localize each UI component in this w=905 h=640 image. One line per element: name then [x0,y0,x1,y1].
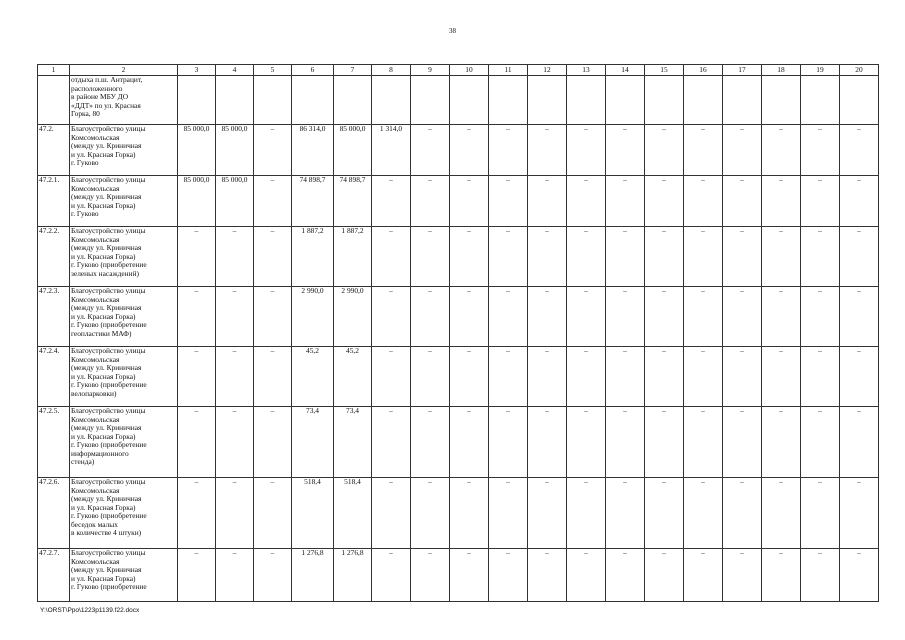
row-number: 47.2.2. [38,227,70,287]
table-cell: – [840,347,879,407]
table-cell: – [450,125,489,176]
row-number: 47.2.5. [38,407,70,478]
table-cell: 74 898,7 [292,176,334,227]
table-cell: – [372,176,411,227]
column-header: 4 [216,65,254,76]
table-cell: – [216,549,254,602]
table-cell: – [450,478,489,549]
table-cell: – [606,176,645,227]
table-cell: – [178,347,216,407]
table-cell: – [411,287,450,347]
table-cell: – [723,407,762,478]
table-cell: 85 000,0 [178,176,216,227]
table-cell: 45,2 [334,347,372,407]
table-cell: – [216,287,254,347]
table-cell: – [606,478,645,549]
table-cell: – [567,407,606,478]
table-cell: – [684,125,723,176]
table-cell: – [489,347,528,407]
table-cell: – [411,125,450,176]
column-header: 11 [489,65,528,76]
table-cell: – [801,549,840,602]
table-cell: – [489,287,528,347]
table-cell: – [723,549,762,602]
table-cell: – [762,287,801,347]
table-row [38,347,879,407]
table-cell: – [762,125,801,176]
table-cell: – [450,407,489,478]
table-cell: – [489,125,528,176]
table-cell: – [840,549,879,602]
table-cell: – [178,549,216,602]
table-cell: – [801,176,840,227]
table-cell: – [606,125,645,176]
table-cell: – [372,407,411,478]
table-cell: – [178,227,216,287]
column-header: 17 [723,65,762,76]
table-cell: – [178,287,216,347]
table-cell: – [723,227,762,287]
table-row [38,227,879,287]
table-cell: – [489,227,528,287]
table-cell: – [762,549,801,602]
table-cell: – [411,407,450,478]
table-row [38,125,879,176]
row-name: Благоустройство улицы Комсомольская (между ул. Криничная и ул. Красная Горка) г. Гуково (приобретение беседок малых в количестве 4 штуки) [70,478,178,549]
table-cell: – [840,176,879,227]
table-cell: – [254,287,292,347]
table-row [38,76,879,125]
table-cell: – [762,347,801,407]
table-cell: – [606,287,645,347]
table-cell: 73,4 [292,407,334,478]
table-cell: 518,4 [334,478,372,549]
table-cell [254,76,292,125]
column-header: 18 [762,65,801,76]
table-cell: – [528,125,567,176]
table-cell: – [450,549,489,602]
column-header: 5 [254,65,292,76]
table-cell: 85 000,0 [216,176,254,227]
table-cell: – [762,478,801,549]
row-name: Благоустройство улицы Комсомольская (между ул. Криничная и ул. Красная Горка) г. Гуково (приобретение информационного стенда) [70,407,178,478]
budget-table [37,64,879,602]
table-cell: – [801,227,840,287]
table-cell: – [645,347,684,407]
table-row [38,549,879,602]
table-cell: 85 000,0 [334,125,372,176]
table-cell: – [254,227,292,287]
table-cell: 74 898,7 [334,176,372,227]
table-cell: 1 276,8 [334,549,372,602]
table-cell: – [372,287,411,347]
page-number: 38 [449,27,456,35]
header-row [38,65,879,76]
table-cell: – [567,347,606,407]
column-header: 14 [606,65,645,76]
table-cell: – [450,287,489,347]
table-cell: – [762,407,801,478]
table-row [38,478,879,549]
column-header: 19 [801,65,840,76]
table-cell: – [840,125,879,176]
table-cell [840,76,879,125]
table-cell: – [567,227,606,287]
row-number: 47.2.7. [38,549,70,602]
table-cell: – [372,549,411,602]
table-cell: – [606,549,645,602]
row-number: 47.2.4. [38,347,70,407]
table-cell: – [450,347,489,407]
table-cell: – [840,227,879,287]
table-cell: – [216,478,254,549]
column-header: 20 [840,65,879,76]
table-cell: 1 887,2 [334,227,372,287]
table-cell: – [254,407,292,478]
table-cell [489,76,528,125]
table-cell: – [606,347,645,407]
table-cell: – [645,227,684,287]
column-header: 10 [450,65,489,76]
table-cell [801,76,840,125]
table-cell: – [489,549,528,602]
table-cell: 2 990,0 [334,287,372,347]
table-cell: – [567,176,606,227]
table-cell: – [840,478,879,549]
table-cell: – [645,407,684,478]
table-cell: – [645,478,684,549]
table-cell: 73,4 [334,407,372,478]
table-cell: 1 887,2 [292,227,334,287]
table-cell: – [684,347,723,407]
table-cell: – [178,407,216,478]
table-cell: – [528,227,567,287]
table-cell: 85 000,0 [216,125,254,176]
table-cell [334,76,372,125]
table-cell: 85 000,0 [178,125,216,176]
table-row [38,407,879,478]
table-cell [567,76,606,125]
table-cell: – [489,176,528,227]
row-number: 47.2.1. [38,176,70,227]
row-name: Благоустройство улицы Комсомольская (между ул. Криничная и ул. Красная Горка) г. Гуково [70,176,178,227]
column-header: 1 [38,65,70,76]
table-cell: – [489,407,528,478]
table-cell: 45,2 [292,347,334,407]
table-body [38,76,879,602]
table-cell [292,76,334,125]
table-cell: – [645,176,684,227]
table-cell [450,76,489,125]
table-cell: – [645,125,684,176]
table-cell: – [372,347,411,407]
column-header: 3 [178,65,216,76]
table-cell [528,76,567,125]
table-cell: – [567,478,606,549]
row-name: Благоустройство улицы Комсомольская (между ул. Криничная и ул. Красная Горка) г. Гуково (приобретение зеленых насаждений) [70,227,178,287]
table-cell: – [723,176,762,227]
table-cell: – [645,287,684,347]
table-cell: 1 314,0 [372,125,411,176]
table-cell [684,76,723,125]
table-cell: – [684,287,723,347]
table-cell: – [216,227,254,287]
table-cell: – [216,407,254,478]
table-cell [178,76,216,125]
table-cell: – [801,347,840,407]
row-number: 47.2.6. [38,478,70,549]
table-cell: 518,4 [292,478,334,549]
table-cell: – [801,125,840,176]
column-header: 13 [567,65,606,76]
column-header: 8 [372,65,411,76]
table-cell: – [254,125,292,176]
table-cell: – [411,227,450,287]
table-cell: – [606,227,645,287]
table-cell: – [645,549,684,602]
table-cell: – [801,407,840,478]
table-cell: – [762,227,801,287]
table-cell: – [254,478,292,549]
table-cell: – [723,125,762,176]
table-row [38,176,879,227]
column-header: 7 [334,65,372,76]
table-cell: – [723,287,762,347]
table-cell: – [450,176,489,227]
table-cell: – [254,549,292,602]
table-cell: – [411,176,450,227]
table-cell: – [411,347,450,407]
table-cell: – [567,287,606,347]
column-header: 16 [684,65,723,76]
table-cell: – [528,347,567,407]
table-cell: – [216,347,254,407]
table-cell: – [372,478,411,549]
row-number: 47.2. [38,125,70,176]
table-row [38,287,879,347]
table-cell [723,76,762,125]
table-cell: – [489,478,528,549]
table-cell: – [450,227,489,287]
table-cell: – [801,478,840,549]
table-cell [645,76,684,125]
table-cell: – [567,549,606,602]
table-cell: – [684,227,723,287]
table-cell [762,76,801,125]
table-cell: – [723,347,762,407]
table-cell: – [801,287,840,347]
table-cell: – [178,478,216,549]
table-cell: – [723,478,762,549]
table-cell: – [411,478,450,549]
table-cell: – [528,407,567,478]
table-cell: – [684,176,723,227]
row-number [38,76,70,125]
row-name: Благоустройство улицы Комсомольская (между ул. Криничная и ул. Красная Горка) г. Гуково [70,125,178,176]
table-cell: – [840,407,879,478]
table-cell [372,76,411,125]
column-header: 12 [528,65,567,76]
table-cell: 86 314,0 [292,125,334,176]
table-cell [411,76,450,125]
column-header: 9 [411,65,450,76]
column-header: 15 [645,65,684,76]
row-number: 47.2.3. [38,287,70,347]
column-header: 6 [292,65,334,76]
file-path-footer: Y:\ORST\Ppo\1223p1139.f22.docx [40,607,140,614]
row-name: Благоустройство улицы Комсомольская (между ул. Криничная и ул. Красная Горка) г. Гуково (приобретение геопластики МАФ) [70,287,178,347]
table-cell: – [528,176,567,227]
table-cell [606,76,645,125]
table-cell: – [684,407,723,478]
table-cell: – [528,287,567,347]
table-cell: – [606,407,645,478]
table-cell: – [254,347,292,407]
table-cell: – [684,549,723,602]
table-cell [216,76,254,125]
table-cell: – [684,478,723,549]
table-cell: 1 276,8 [292,549,334,602]
table-cell: – [528,478,567,549]
column-header: 2 [70,65,178,76]
table-cell: – [762,176,801,227]
table-cell: 2 990,0 [292,287,334,347]
row-name: Благоустройство улицы Комсомольская (между ул. Криничная и ул. Красная Горка) г. Гуково (приобретение [70,549,178,602]
table-cell: – [254,176,292,227]
table-cell: – [411,549,450,602]
table-cell: – [372,227,411,287]
row-name: отдыха п.ш. Антрацит, расположенного в районе МБУ ДО «ДДТ» по ул. Красная Горка, 80 [70,76,178,125]
row-name: Благоустройство улицы Комсомольская (между ул. Криничная и ул. Красная Горка) г. Гуково (приобретение велопарковки) [70,347,178,407]
table-cell: – [528,549,567,602]
table-cell: – [840,287,879,347]
table-cell: – [567,125,606,176]
